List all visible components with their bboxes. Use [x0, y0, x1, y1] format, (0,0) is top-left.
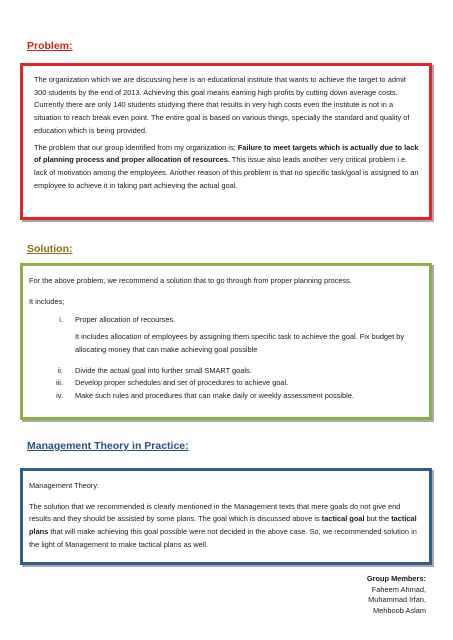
management-paragraph [29, 501, 420, 552]
solution-list [29, 314, 420, 402]
member-name: Faheem Ahmad, [371, 584, 426, 594]
problem-p2-rest: This issue also leads another very critical problem i.e. lack of motivation among the employees. Another reason of this problem is that no specific task/goal is assigned to an employee to achieve it in taking part achieving the actual goal. [34, 155, 419, 190]
problem-heading: Problem: [27, 40, 73, 52]
list-item-number: iv. [56, 390, 63, 400]
list-item-number: i. [59, 315, 63, 325]
group-members [367, 574, 426, 616]
list-item [29, 365, 420, 378]
member-name: Muhammad Irfan, [368, 595, 426, 604]
management-heading: Management Theory in Practice: [27, 440, 189, 452]
problem-p2-bold: Failure to meet targets which is actually due to lack of planning process and proper allocation of resources. [34, 142, 419, 165]
problem-box [20, 63, 432, 220]
problem-paragraph-1: The organization which we are discussing here is an educational institute that wants to achieve the target to admit 300 students by the end of 2013. Achieving this goal means earning high profits by cutting down average costs. Currently there are only 140 students studying there that results in very high costs even the institute is not in a situation to reach break even point. The entire goal is based on various things, specially the standard and quality of education which is being provided. [34, 75, 410, 135]
list-item [29, 314, 420, 327]
management-text-1: The solution that we recommended is clearly mentioned in the Management texts that mere goals do not give end results and they should be assisted by some plans. The goal which is discussed above is [29, 501, 401, 524]
list-item-number: iii. [56, 378, 63, 388]
solution-includes: It includes; [29, 296, 65, 306]
list-item-text: Proper allocation of recourses. [75, 315, 176, 325]
member-name: Mehboob Aslam [373, 605, 426, 615]
management-bold-1: tactical goal [321, 514, 365, 524]
list-item [29, 377, 420, 390]
solution-box [20, 263, 432, 420]
management-text-3: that will make achieving this goal possible were not decided in the above case. So, we recommended solution in the light of Management to make tactical plans as well. [29, 527, 417, 549]
management-label: Management Theory: [29, 481, 100, 490]
list-item [29, 390, 420, 403]
group-members-title: Group Members: [366, 574, 426, 583]
list-item-text: Develop proper schedules and set of procedures to achieve goal. [75, 378, 289, 388]
solution-intro: For the above problem, we recommend a solution that to go through from proper planning process. [29, 276, 352, 285]
solution-heading: Solution: [27, 243, 73, 255]
management-text-2: but the [364, 514, 392, 524]
list-item-detail: It includes allocation of employees by assigning them specific task to achieve the goal. Fix budget by allocating money that can make achieving goal possible [75, 332, 405, 354]
management-box [20, 468, 432, 565]
problem-paragraph-2 [34, 142, 420, 193]
list-item-text: Divide the actual goal into further small SMART goals. [75, 365, 252, 375]
management-bold-2: tactical plans [29, 514, 417, 537]
list-item-text: Make such rules and procedures that can make daily or weekly assessment possible. [75, 390, 354, 400]
list-item-number: ii. [57, 365, 63, 375]
problem-p2-lead: The problem that our group identified from my organization is; [34, 142, 238, 152]
